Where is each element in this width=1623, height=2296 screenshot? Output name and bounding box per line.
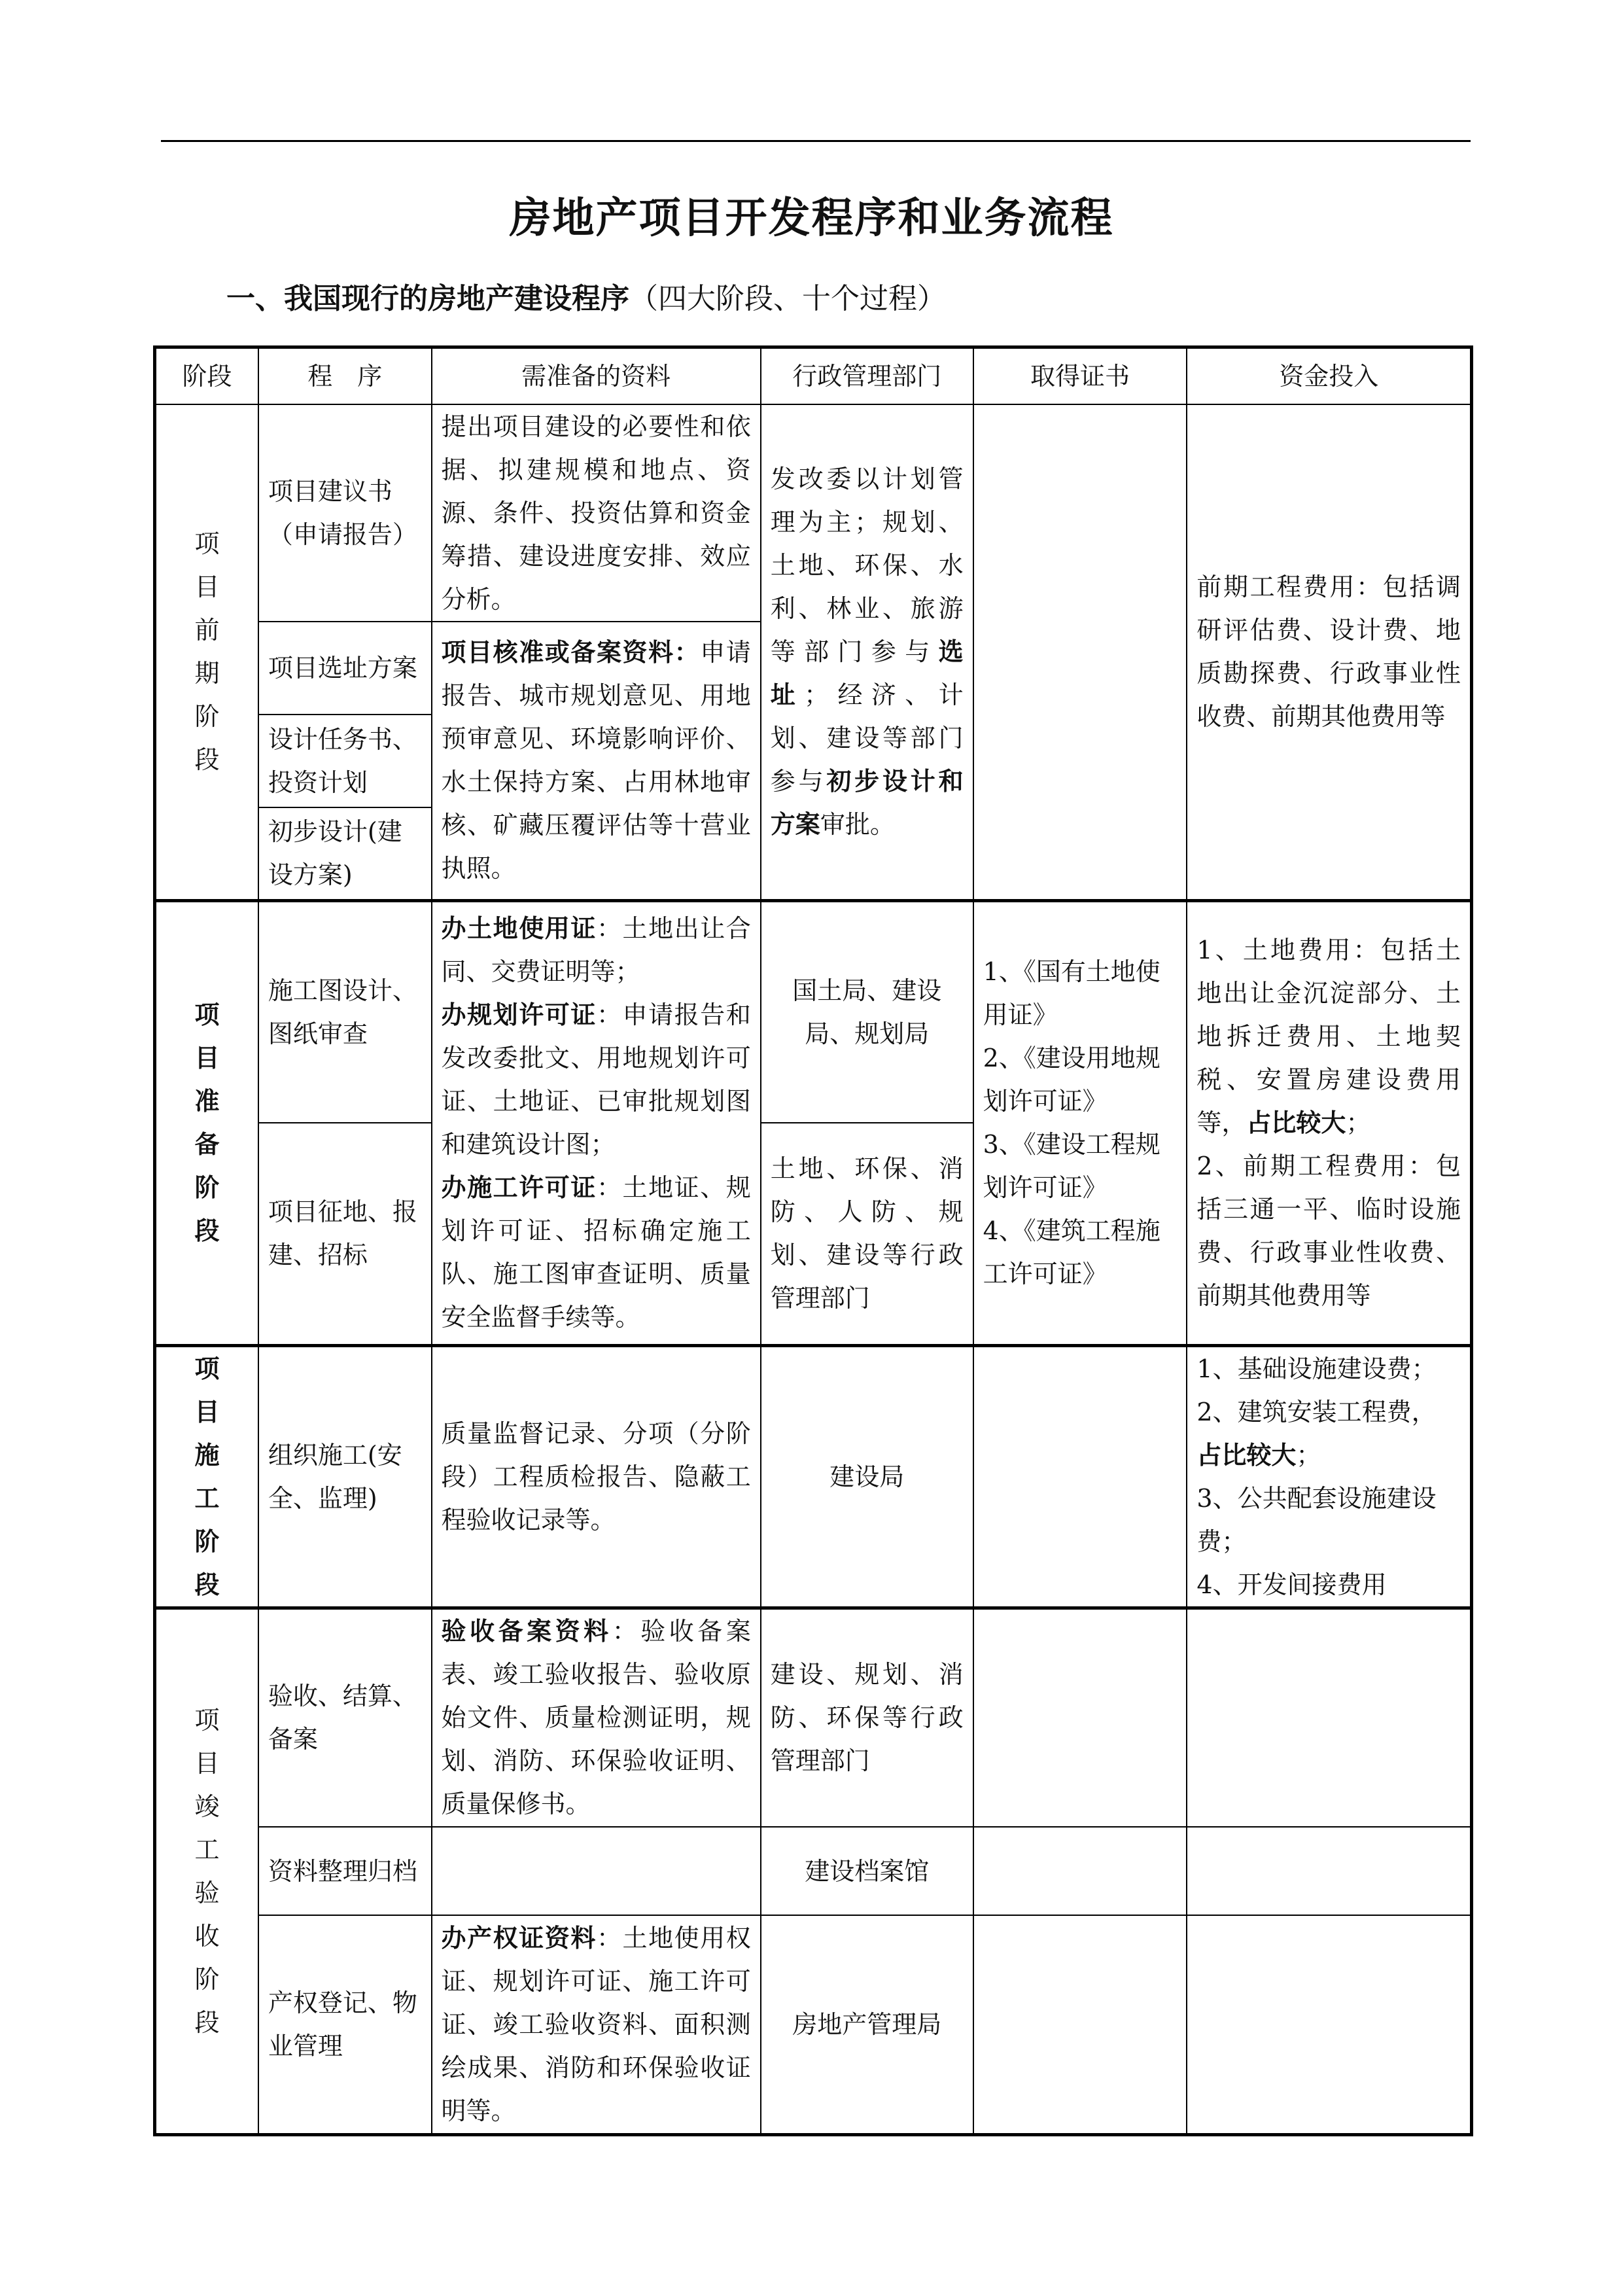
- procedure-cell: 项目建议书（申请报告）: [258, 404, 432, 622]
- procedure-cell: 资料整理归档: [258, 1827, 432, 1915]
- construction-procedure-table: [153, 345, 1473, 2136]
- procedure-cell: 施工图设计、图纸审查: [258, 900, 432, 1123]
- dept-text: 发改委以计划管理为主；规划、土地、环保、水利、林业、旅游等部门参与: [770, 465, 964, 667]
- table-row: [155, 1345, 1472, 1608]
- header-procedure: 程 序: [258, 347, 432, 405]
- table-row: [155, 900, 1472, 1123]
- certificate-item: 1、《国有土地使用证》: [983, 957, 1161, 1029]
- procedure-cell: 项目选址方案: [258, 622, 432, 715]
- department-cell: 建设、规划、消防、环保等行政管理部门: [761, 1608, 973, 1827]
- certificate-cell: [973, 1915, 1187, 2134]
- materials-text: ：申请报告和发改委批文、用地规划许可证、土地证、已审批规划图和建筑设计图；: [441, 1000, 751, 1159]
- materials-label: 办土地使用证: [441, 914, 597, 943]
- funding-item: [1196, 1390, 1461, 1477]
- funding-text: 2、前期工程费用：包括三通一平、临时设施费、行政事业性收费、前期其他费用等: [1196, 1152, 1461, 1310]
- funding-cell: [1187, 1345, 1471, 1608]
- table-row: [155, 404, 1472, 622]
- dept-text: 审批。: [820, 810, 895, 839]
- certificate-item: 3、《建设工程规划许可证》: [983, 1130, 1161, 1202]
- funding-emphasis: 占比较大: [1246, 1108, 1346, 1137]
- materials-text: ：土地出让合同、交费证明等；: [441, 914, 751, 986]
- funding-text: 1、土地费用：包括土地出让金沉淀部分、土地拆迁费用、土地契税、安置房建设费用等，: [1196, 936, 1461, 1137]
- funding-item: 4、开发间接费用: [1196, 1570, 1387, 1599]
- funding-cell: [1187, 1915, 1471, 2134]
- table-row: [155, 1827, 1472, 1915]
- department-cell: [761, 404, 973, 900]
- funding-item: 3、公共配套设施建设费；: [1196, 1483, 1437, 1556]
- section-heading-text: 一、我国现行的房地产建设程序: [226, 282, 629, 315]
- table-row: [155, 1915, 1472, 2134]
- funding-text: ；: [1346, 1108, 1371, 1137]
- department-cell: 建设局: [761, 1345, 973, 1608]
- stage-cell: [155, 1608, 258, 2134]
- materials-cell: 质量监督记录、分项（分阶段）工程质检报告、隐蔽工程验收记录等。: [432, 1345, 761, 1608]
- procedure-cell: 项目征地、报建、招标: [258, 1123, 432, 1345]
- materials-cell: [432, 1608, 761, 1827]
- certificate-cell: [973, 404, 1187, 900]
- stage-name: 项目前期阶段: [194, 529, 220, 775]
- materials-cell: [432, 1827, 761, 1915]
- certificate-cell: [973, 1827, 1187, 1915]
- header-certificate: 取得证书: [973, 347, 1187, 405]
- header-department: 行政管理部门: [761, 347, 973, 405]
- materials-cell: [432, 900, 761, 1345]
- certificate-item: 4、《建筑工程施工许可证》: [983, 1216, 1161, 1288]
- materials-label: 办规划许可证: [441, 1000, 597, 1029]
- funding-cell: 前期工程费用：包括调研评估费、设计费、地质勘探费、行政事业性收费、前期其他费用等: [1187, 404, 1471, 900]
- materials-label: 办施工许可证: [441, 1173, 597, 1202]
- certificate-cell: [973, 1345, 1187, 1608]
- materials-cell: [432, 1915, 761, 2134]
- procedure-cell: 初步设计(建设方案): [258, 807, 432, 900]
- funding-item: 1、基础设施建设费；: [1196, 1354, 1437, 1383]
- funding-text: ；: [1296, 1440, 1321, 1470]
- procedure-cell: 组织施工(安全、监理): [258, 1345, 432, 1608]
- dept-text: ；经济、计划、建设等部门参与: [770, 680, 964, 796]
- header-materials: 需准备的资料: [432, 347, 761, 405]
- stage-name: 项目准备阶段: [194, 1000, 220, 1245]
- header-rule: [161, 140, 1471, 142]
- procedure-cell: 验收、结算、备案: [258, 1608, 432, 1827]
- table-header-row: [155, 347, 1472, 405]
- materials-text: ：验收备案表、竣工验收报告、验收原始文件、质量检测证明，规划、消防、环保验收证明、质量保修书。: [441, 1617, 751, 1819]
- funding-emphasis: 占比较大: [1196, 1440, 1297, 1470]
- stage-name: 项目竣工验收阶段: [194, 1705, 220, 2037]
- materials-label: 办产权证资料: [441, 1923, 597, 1952]
- certificate-item: 2、《建设用地规划许可证》: [983, 1044, 1161, 1116]
- page-title: 房地产项目开发程序和业务流程: [509, 194, 1114, 243]
- procedure-cell: 产权登记、物业管理: [258, 1915, 432, 2134]
- dept-emphasis: 选址: [770, 637, 964, 710]
- stage-cell: [155, 1345, 258, 1608]
- certificate-cell: [973, 900, 1187, 1345]
- materials-text: ：土地使用权证、规划许可证、施工许可证、竣工验收资料、面积测绘成果、消防和环保验收证明等。: [441, 1923, 751, 2125]
- stage-name: 项目施工阶段: [194, 1354, 220, 1599]
- department-cell: 房地产管理局: [761, 1915, 973, 2134]
- funding-cell: [1187, 1608, 1471, 1827]
- header-stage: 阶段: [155, 347, 258, 405]
- dept-emphasis: 初步设计和方案: [770, 767, 964, 839]
- department-cell: 土地、环保、消防、人防、规划、建设等行政管理部门: [761, 1123, 973, 1345]
- materials-label: 验收备案资料: [441, 1617, 612, 1646]
- materials-text: ：土地证、规划许可证、招标确定施工队、施工图审查证明、质量安全监督手续等。: [441, 1173, 751, 1332]
- certificate-cell: [973, 1608, 1187, 1827]
- section-heading-note: （四大阶段、十个过程）: [629, 282, 946, 315]
- procedure-cell: 设计任务书、投资计划: [258, 715, 432, 807]
- department-cell: 建设档案馆: [761, 1827, 973, 1915]
- header-funding: 资金投入: [1187, 347, 1471, 405]
- department-cell: 国土局、建设局、规划局: [761, 900, 973, 1123]
- stage-cell: [155, 404, 258, 900]
- funding-cell: [1187, 1827, 1471, 1915]
- materials-cell: 提出项目建设的必要性和依据、拟建规模和地点、资源、条件、投资估算和资金筹措、建设进度安排、效应分析。: [432, 404, 761, 622]
- funding-cell: [1187, 900, 1471, 1345]
- section-heading: [226, 275, 946, 317]
- funding-text: 2、建筑安装工程费，: [1196, 1397, 1437, 1426]
- materials-cell: [432, 622, 761, 900]
- materials-text: 申请报告、城市规划意见、用地预审意见、环境影响评价、水土保持方案、占用林地审核、矿藏压覆评估等十营业执照。: [441, 638, 751, 883]
- stage-cell: [155, 900, 258, 1345]
- table-row: [155, 1608, 1472, 1827]
- materials-label: 项目核准或备案资料：: [441, 638, 701, 667]
